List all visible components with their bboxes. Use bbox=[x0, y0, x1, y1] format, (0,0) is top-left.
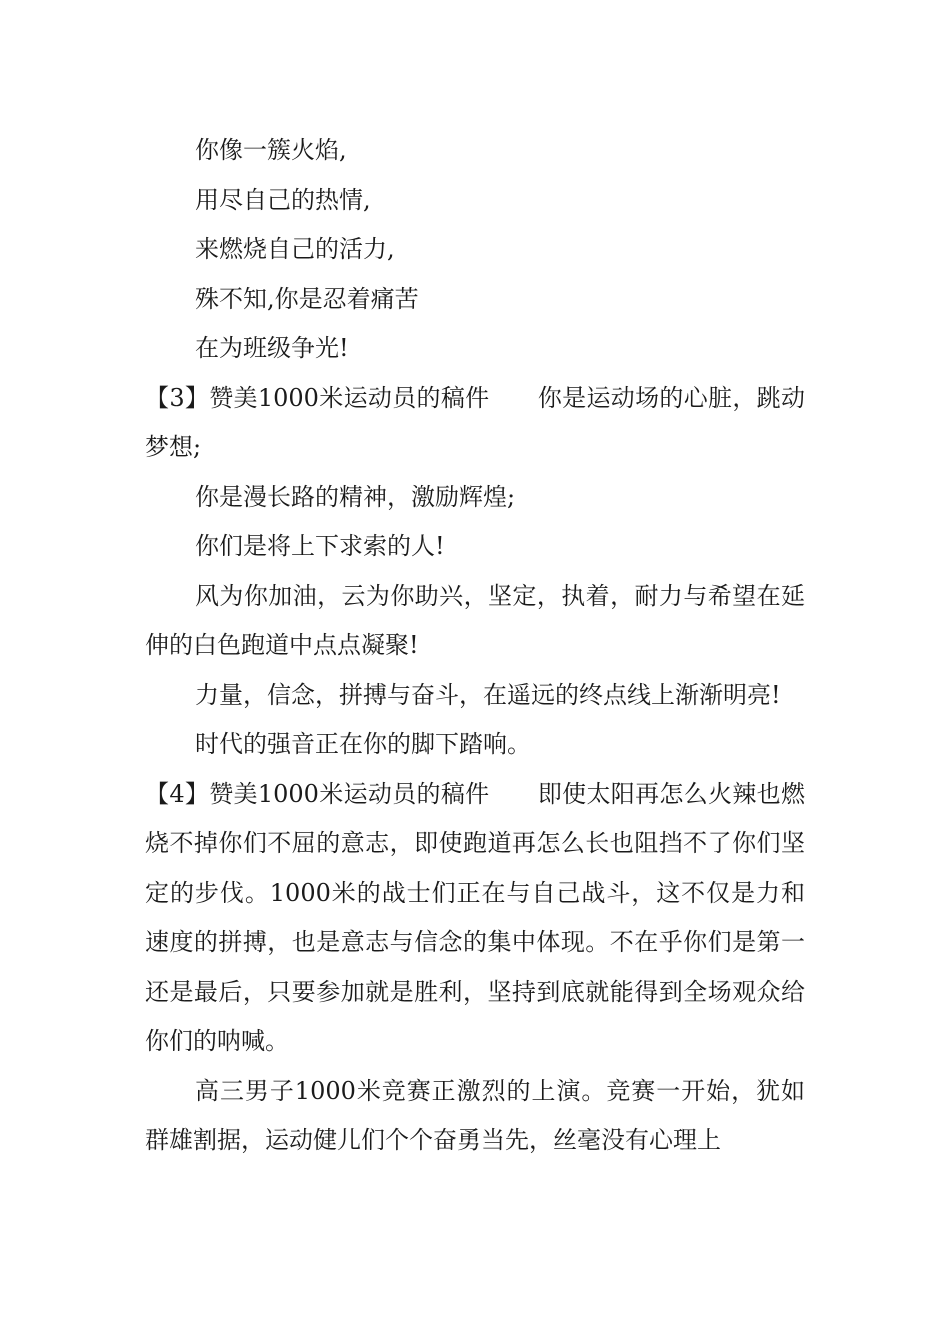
section-3-first-text: 你是运动场的心脏，跳动梦想; bbox=[145, 383, 806, 461]
poem-line-5: 在为班级争光! bbox=[195, 334, 349, 362]
section-3-paragraph bbox=[145, 374, 805, 473]
section-3-line-2: 你们是将上下求索的人! bbox=[195, 532, 445, 560]
document-page bbox=[145, 126, 805, 1166]
section-3-line-1: 你是漫长路的精神，激励辉煌; bbox=[195, 482, 516, 511]
poem-line-1: 你像一簇火焰, bbox=[195, 136, 347, 164]
section-4-first-text: 即使太阳再怎么火辣也燃烧不掉你们不屈的意志，即使跑道再怎么长也阻挡不了你们坚定的步伐。1000米的战士们正在与自己战斗，这不仅是力和速度的拼搏，也是意志与信念的集中体现。不在乎你们是第一还是最后，只要参加就是胜利，坚持到底就能得到全场观众给你们的呐喊。 bbox=[145, 779, 806, 1055]
section-3-heading: 【3】赞美1000米运动员的稿件 bbox=[145, 383, 490, 412]
section-3-line-3: 风为你加油，云为你助兴，坚定，执着，耐力与希望在延伸的白色跑道中点点凝聚! bbox=[145, 581, 805, 659]
section-4-paragraph bbox=[145, 770, 805, 1067]
section-4-heading: 【4】赞美1000米运动员的稿件 bbox=[145, 779, 490, 808]
section-4-line-1: 高三男子1000米竞赛正激烈的上演。竞赛一开始，犹如群雄割据，运动健儿们个个奋勇当先，丝毫没有心理上 bbox=[145, 1076, 805, 1154]
poem-line-3: 来燃烧自己的活力, bbox=[195, 235, 395, 263]
section-3-line-5: 时代的强音正在你的脚下踏响。 bbox=[195, 730, 531, 758]
poem-line-2: 用尽自己的热情, bbox=[195, 185, 371, 214]
poem-line-4: 殊不知,你是忍着痛苦 bbox=[195, 284, 419, 313]
section-3-line-4: 力量，信念，拼搏与奋斗，在遥远的终点线上渐渐明亮! bbox=[195, 680, 781, 709]
